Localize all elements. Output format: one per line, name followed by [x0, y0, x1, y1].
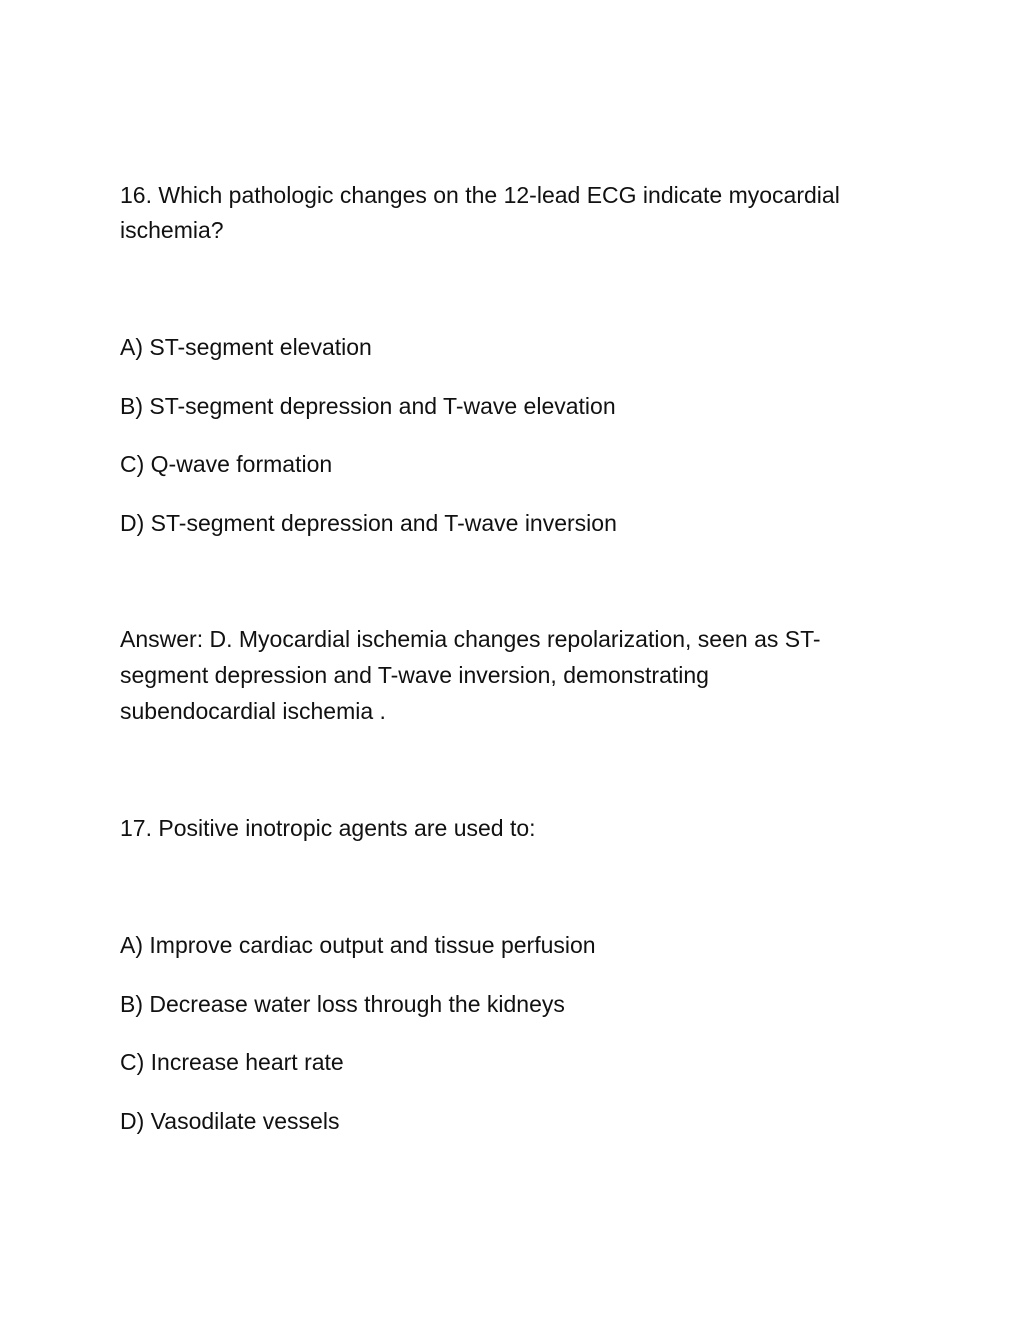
question-16-text-line-2: ischemia? — [120, 217, 224, 243]
question-16-answer-line-2: segment depression and T-wave inversion, demonstrating — [120, 662, 709, 688]
question-17-option-b: B) Decrease water loss through the kidneys — [120, 991, 565, 1017]
question-16-text-line-1: 16. Which pathologic changes on the 12-lead ECG indicate myocardial — [120, 182, 840, 208]
question-16-option-b: B) ST-segment depression and T-wave elevation — [120, 393, 616, 419]
question-17-option-c: C) Increase heart rate — [120, 1049, 344, 1075]
question-16-answer-line-3: subendocardial ischemia . — [120, 698, 386, 724]
question-16-option-a: A) ST-segment elevation — [120, 334, 372, 360]
question-17-option-d: D) Vasodilate vessels — [120, 1108, 340, 1134]
question-16-option-c: C) Q-wave formation — [120, 451, 333, 477]
question-16-option-d: D) ST-segment depression and T-wave inversion — [120, 510, 617, 536]
question-16-answer-line-1: Answer: D. Myocardial ischemia changes repolarization, seen as ST- — [120, 626, 821, 652]
question-17-option-a: A) Improve cardiac output and tissue perfusion — [120, 932, 596, 958]
question-17-text: 17. Positive inotropic agents are used to: — [120, 815, 536, 841]
